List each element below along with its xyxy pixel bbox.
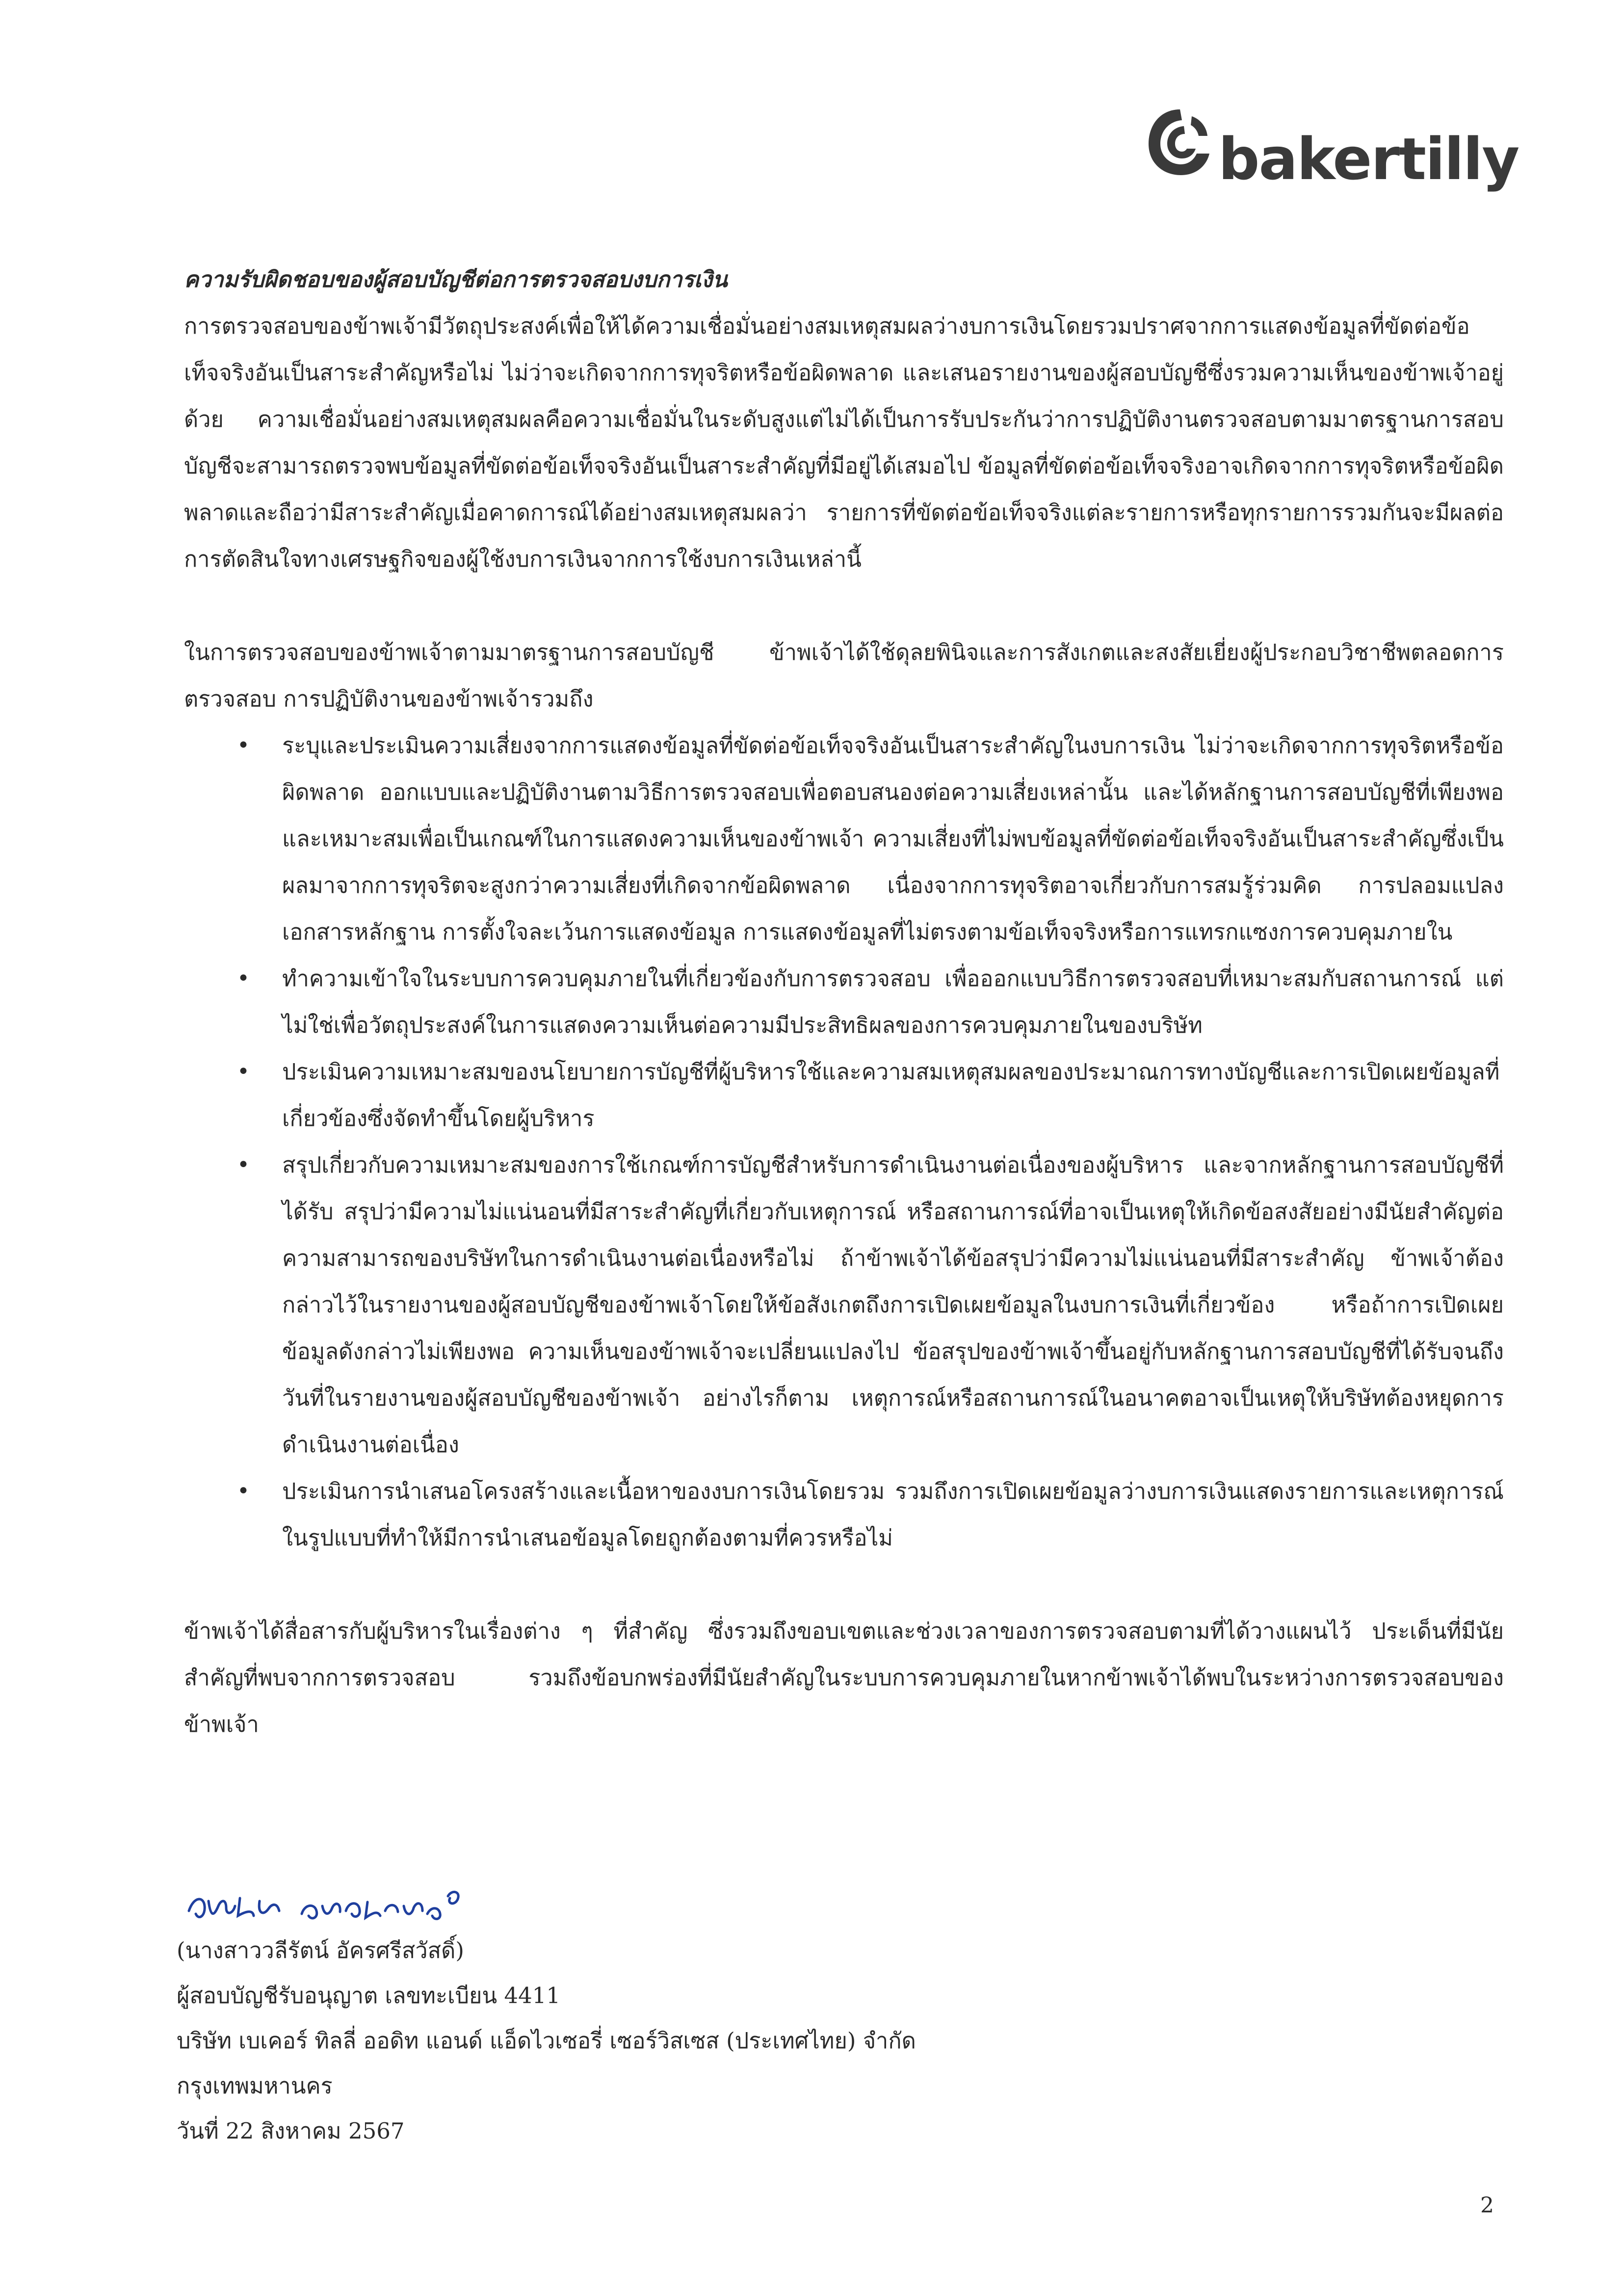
bullet-icon: • [237,1152,250,1177]
communication-paragraph: ข้าพเจ้าได้สื่อสารกับผู้บริหารในเรื่องต่าง ๆ ที่สำคัญ ซึ่งรวมถึงขอบเขตและช่วงเวลาของการตรวจสอบตามที่ได้วางแผนไว้ ประเด็นที่มีนัยสำคัญที่พบจากการตรวจสอบ รวมถึงข้อบกพร่องที่มีนัยสำคัญในระบบการควบคุมภายในหากข้าพเจ้าได้พบในระหว่างการตรวจสอบของข้าพเจ้า [184,1618,1504,1737]
logo-wordmark: bakertilly [1218,125,1519,193]
list-item [184,1048,1504,1142]
bullet-icon: • [237,1059,250,1084]
bullet-icon: • [237,1479,250,1504]
auditor-name: (นางสาววลีรัตน์ อัครศรีสวัสดิ์) [177,1937,464,1963]
list-item-text: ประเมินการนำเสนอโครงสร้างและเนื้อหาของงบการเงินโดยรวม รวมถึงการเปิดเผยข้อมูลว่างบการเงินแสดงรายการและเหตุการณ์ในรูปแบบที่ทำให้มีการนำเสนอข้อมูลโดยถูกต้องตามที่ควรหรือไม่ [282,1478,1504,1551]
page-number: 2 [1480,2193,1494,2218]
list-item [184,1468,1504,1561]
list-item [184,722,1504,955]
audit-procedures-list [184,722,1504,1561]
bakertilly-logo [1146,105,1519,204]
auditor-license: ผู้สอบบัญชีรับอนุญาต เลขทะเบียน 4411 [177,1983,560,2009]
list-item [184,1142,1504,1468]
list-item-text: สรุปเกี่ยวกับความเหมาะสมของการใช้เกณฑ์การบัญชีสำหรับการดำเนินงานต่อเนื่องของผู้บริหาร และจากหลักฐานการสอบบัญชีที่ได้รับ สรุปว่ามีความไม่แน่นอนที่มีสาระสำคัญที่เกี่ยวกับเหตุการณ์ หรือสถานการณ์ที่อาจเป็นเหตุให้เกิดข้อสงสัยอย่างมีนัยสำคัญต่อความสามารถของบริษัทในการดำเนินงานต่อเนื่องหรือไม่ ถ้าข้าพเจ้าได้ข้อสรุปว่ามีความไม่แน่นอนที่มีสาระสำคัญ ข้าพเจ้าต้องกล่าวไว้ในรายงานของผู้สอบบัญชีของข้าพเจ้าโดยให้ข้อสังเกตถึงการเปิดเผยข้อมูลในงบการเงินที่เกี่ยวข้อง หรือถ้าการเปิดเผยข้อมูลดังกล่าวไม่เพียงพอ ความเห็นของข้าพเจ้าจะเปลี่ยนแปลงไป ข้อสรุปของข้าพเจ้าขึ้นอยู่กับหลักฐานการสอบบัญชีที่ได้รับจนถึงวันที่ในรายงานของผู้สอบบัญชีของข้าพเจ้า อย่างไรก็ตาม เหตุการณ์หรือสถานการณ์ในอนาคตอาจเป็นเหตุให้บริษัทต้องหยุดการดำเนินงานต่อเนื่อง [282,1152,1504,1458]
list-item-text: ทำความเข้าใจในระบบการควบคุมภายในที่เกี่ยวข้องกับการตรวจสอบ เพื่อออกแบบวิธีการตรวจสอบที่เหมาะสมกับสถานการณ์ แต่ไม่ใช่เพื่อวัตถุประสงค์ในการแสดงความเห็นต่อความมีประสิทธิผลของการควบคุมภายในของบริษัท [282,965,1504,1038]
list-item-text: ประเมินความเหมาะสมของนโยบายการบัญชีที่ผู้บริหารใช้และความสมเหตุสมผลของประมาณการทางบัญชีและการเปิดเผยข้อมูลที่เกี่ยวข้องซึ่งจัดทำขึ้นโดยผู้บริหาร [282,1059,1500,1131]
bakertilly-swirl-icon [1146,105,1214,179]
report-date: วันที่ 22 สิงหาคม 2567 [177,2118,405,2144]
document-body [184,256,1504,1748]
audit-procedures-intro: ในการตรวจสอบของข้าพเจ้าตามมาตรฐานการสอบบัญชี ข้าพเจ้าได้ใช้ดุลยพินิจและการสังเกตและสงสัยเยี่ยงผู้ประกอบวิชาชีพตลอดการตรวจสอบ การปฏิบัติงานของข้าพเจ้ารวมถึง [184,639,1504,712]
audit-company: บริษัท เบเคอร์ ทิลลี่ ออดิท แอนด์ แอ็ดไวเซอรี่ เซอร์วิสเซส (ประเทศไทย) จำกัด [177,2028,916,2054]
bullet-icon: • [237,966,250,991]
bullet-icon: • [237,733,250,758]
signature-block [177,1928,1158,2154]
responsibility-paragraph: การตรวจสอบของข้าพเจ้ามีวัตถุประสงค์เพื่อให้ได้ความเชื่อมั่นอย่างสมเหตุสมผลว่างบการเงินโดยรวมปราศจากการแสดงข้อมูลที่ขัดต่อข้อเท็จจริงอันเป็นสาระสำคัญหรือไม่ ไม่ว่าจะเกิดจากการทุจริตหรือข้อผิดพลาด และเสนอรายงานของผู้สอบบัญชีซึ่งรวมความเห็นของข้าพเจ้าอยู่ด้วย ความเชื่อมั่นอย่างสมเหตุสมผลคือความเชื่อมั่นในระดับสูงแต่ไม่ได้เป็นการรับประกันว่าการปฏิบัติงานตรวจสอบตามมาตรฐานการสอบบัญชีจะสามารถตรวจพบข้อมูลที่ขัดต่อข้อเท็จจริงอันเป็นสาระสำคัญที่มีอยู่ได้เสมอไป ข้อมูลที่ขัดต่อข้อเท็จจริงอาจเกิดจากการทุจริตหรือข้อผิดพลาดและถือว่ามีสาระสำคัญเมื่อคาดการณ์ได้อย่างสมเหตุสมผลว่า รายการที่ขัดต่อข้อเท็จจริงแต่ละรายการหรือทุกรายการรวมกันจะมีผลต่อการตัดสินใจทางเศรษฐกิจของผู้ใช้งบการเงินจากการใช้งบการเงินเหล่านี้ [184,313,1504,572]
section-heading: ความรับผิดชอบของผู้สอบบัญชีต่อการตรวจสอบงบการเงิน [184,266,728,292]
city: กรุงเทพมหานคร [177,2073,333,2099]
list-item-text: ระบุและประเมินความเสี่ยงจากการแสดงข้อมูลที่ขัดต่อข้อเท็จจริงอันเป็นสาระสำคัญในงบการเงิน ไม่ว่าจะเกิดจากการทุจริตหรือข้อผิดพลาด ออกแบบและปฏิบัติงานตามวิธีการตรวจสอบเพื่อตอบสนองต่อความเสี่ยงเหล่านั้น และได้หลักฐานการสอบบัญชีที่เพียงพอและเหมาะสมเพื่อเป็นเกณฑ์ในการแสดงความเห็นของข้าพเจ้า ความเสี่ยงที่ไม่พบข้อมูลที่ขัดต่อข้อเท็จจริงอันเป็นสาระสำคัญซึ่งเป็นผลมาจากการทุจริตจะสูงกว่าความเสี่ยงที่เกิดจากข้อผิดพลาด เนื่องจากการทุจริตอาจเกี่ยวกับการสมรู้ร่วมคิด การปลอมแปลงเอกสารหลักฐาน การตั้งใจละเว้นการแสดงข้อมูล การแสดงข้อมูลที่ไม่ตรงตามข้อเท็จจริงหรือการแทรกแซงการควบคุมภายใน [282,732,1504,945]
handwritten-signature [179,1867,523,1935]
list-item [184,955,1504,1048]
